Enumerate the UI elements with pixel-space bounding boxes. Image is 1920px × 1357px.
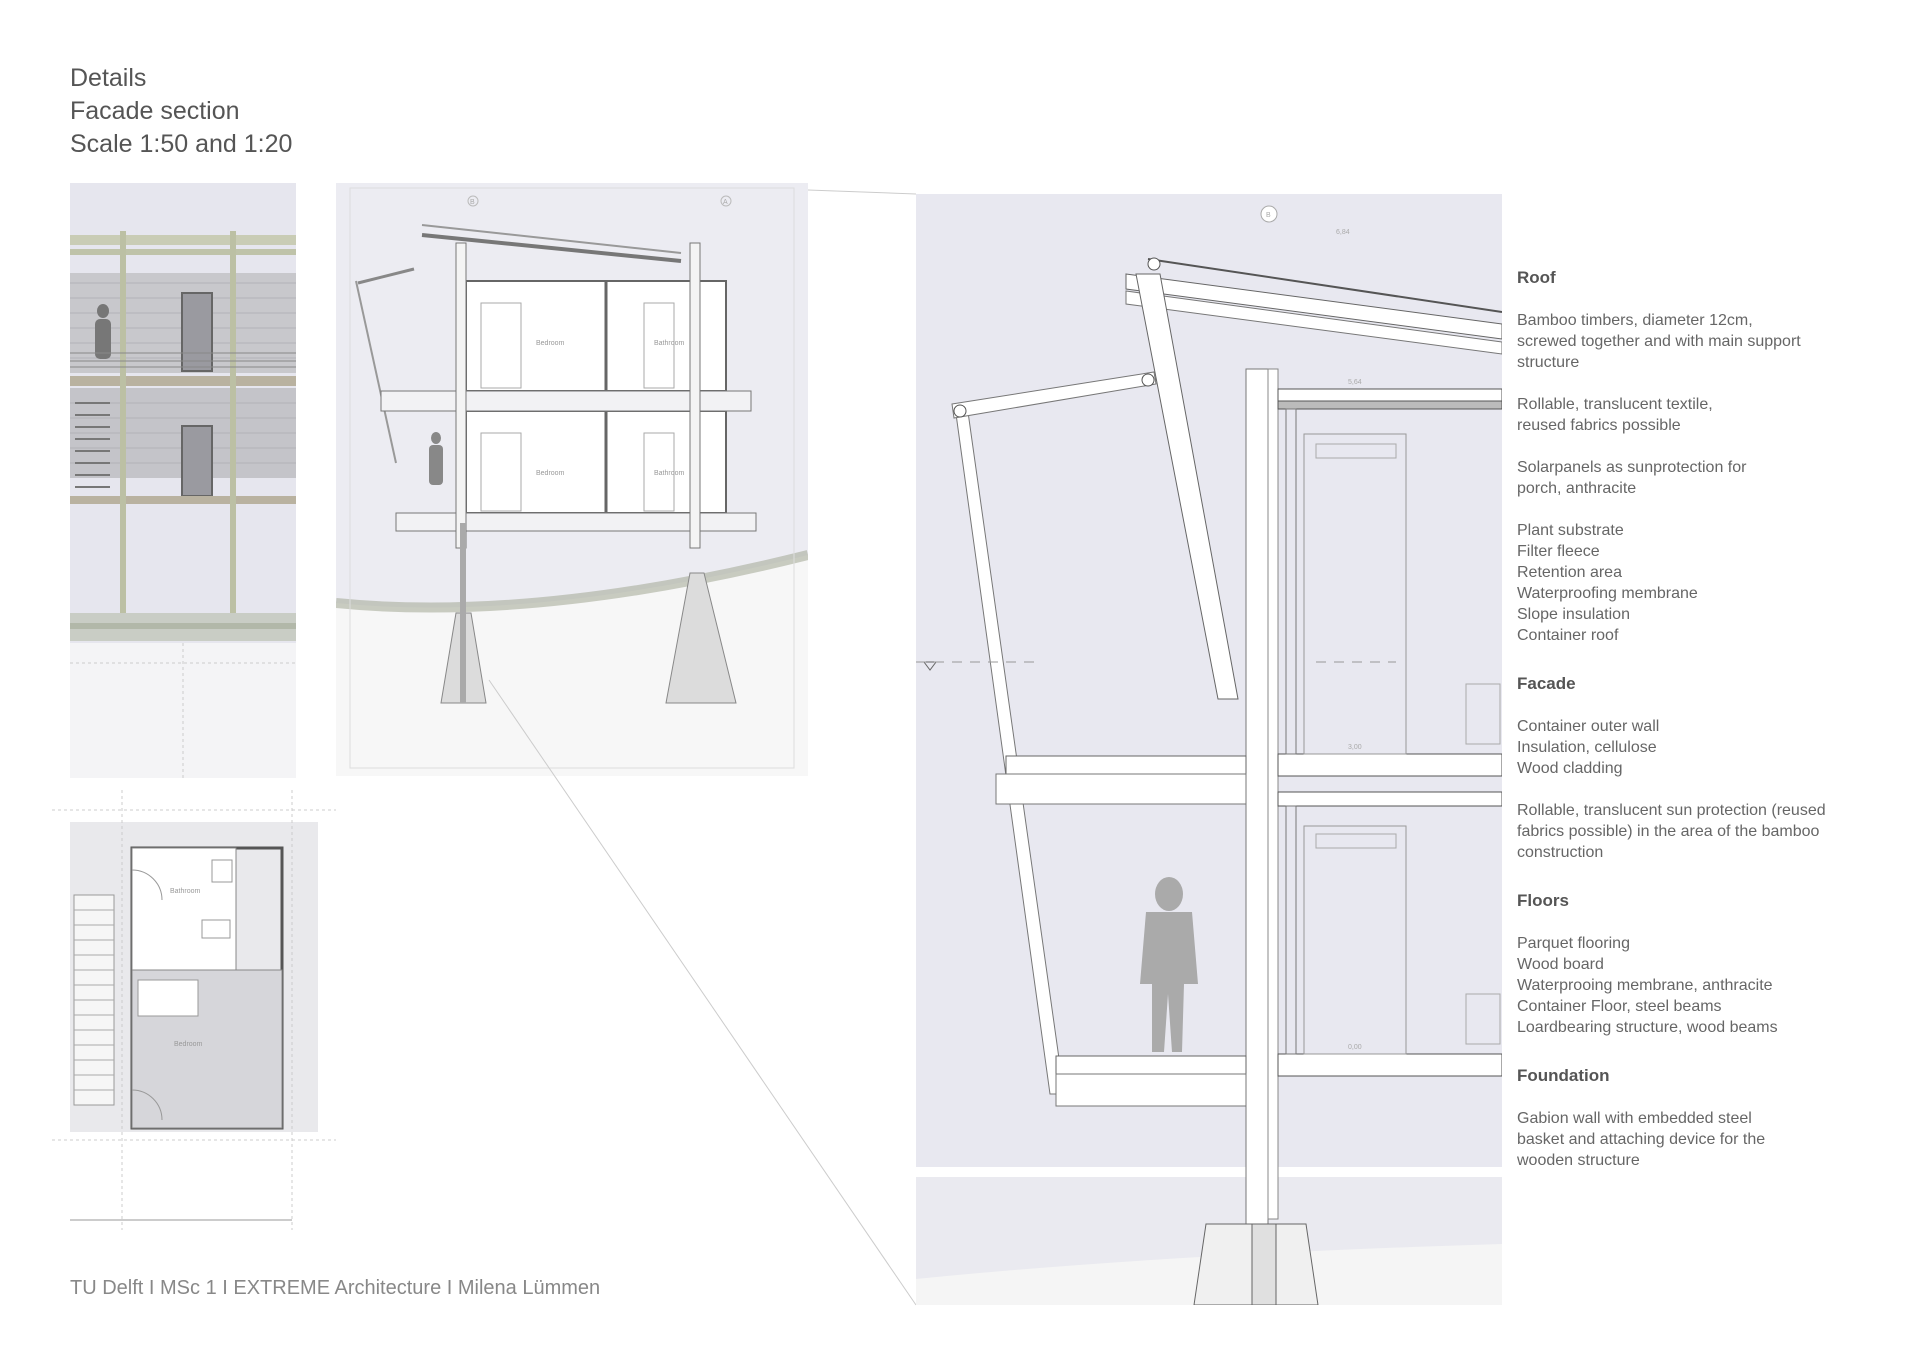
legend-item bbox=[1517, 457, 1897, 499]
section-room-label: Bathroom bbox=[654, 470, 685, 477]
legend-text: Container Floor, steel beams bbox=[1517, 998, 1722, 1015]
sheet-title: Details bbox=[70, 64, 147, 92]
legend-text: Container outer wall bbox=[1517, 718, 1660, 735]
legend-text: Rollable, translucent textile, bbox=[1517, 396, 1713, 413]
legend-text: Plant substrate bbox=[1517, 522, 1624, 539]
legend-text: porch, anthracite bbox=[1517, 480, 1637, 497]
legend-text: Slope insulation bbox=[1517, 606, 1630, 623]
legend-heading-foundation: Foundation bbox=[1517, 1066, 1610, 1085]
legend-text: reused fabrics possible bbox=[1517, 417, 1681, 434]
section-room-label: Bedroom bbox=[536, 470, 565, 477]
facade-detail-1-20 bbox=[916, 194, 1502, 1305]
legend-item bbox=[1517, 520, 1897, 646]
legend-text: construction bbox=[1517, 844, 1604, 861]
level-label: 6,84 bbox=[1336, 229, 1350, 236]
plan-room-label: Bathroom bbox=[170, 888, 201, 895]
legend-heading-floors: Floors bbox=[1517, 891, 1569, 910]
legend-text: Gabion wall with embedded steel bbox=[1517, 1110, 1752, 1127]
sheet-subtitle: Facade section bbox=[70, 97, 240, 125]
legend-text: Insulation, cellulose bbox=[1517, 739, 1657, 756]
legend-text: Bamboo timbers, diameter 12cm, bbox=[1517, 312, 1753, 329]
legend-text: structure bbox=[1517, 354, 1580, 371]
legend-item bbox=[1517, 310, 1897, 373]
level-label: 5,64 bbox=[1348, 379, 1362, 386]
legend-text: Solarpanels as sunprotection for bbox=[1517, 459, 1747, 476]
legend-heading-roof: Roof bbox=[1517, 268, 1556, 287]
legend-text: Waterprooing membrane, anthracite bbox=[1517, 977, 1773, 994]
grid-axis-label: A bbox=[723, 199, 728, 206]
legend-text: Waterproofing membrane bbox=[1517, 585, 1698, 602]
legend-text: Parquet flooring bbox=[1517, 935, 1630, 952]
legend-group-roof bbox=[1517, 268, 1897, 646]
legend-text: Loardbearing structure, wood beams bbox=[1517, 1019, 1778, 1036]
legend-item bbox=[1517, 394, 1897, 436]
legend-item bbox=[1517, 933, 1897, 1038]
legend-text: fabrics possible) in the area of the bamboo bbox=[1517, 823, 1820, 840]
grid-axis-label: B bbox=[1266, 212, 1271, 219]
materials-legend bbox=[1517, 268, 1897, 1199]
legend-item bbox=[1517, 800, 1897, 863]
legend-group-facade bbox=[1517, 674, 1897, 863]
legend-group-floors bbox=[1517, 891, 1897, 1038]
legend-group-foundation bbox=[1517, 1066, 1897, 1171]
sheet-scale: Scale 1:50 and 1:20 bbox=[70, 130, 293, 158]
detail-svg bbox=[916, 194, 1502, 1305]
level-label: 0,00 bbox=[1348, 1044, 1362, 1051]
legend-text: Filter fleece bbox=[1517, 543, 1600, 560]
plan-room-label: Bedroom bbox=[174, 1041, 203, 1048]
legend-text: wooden structure bbox=[1517, 1152, 1640, 1169]
section-room-label: Bedroom bbox=[536, 340, 565, 347]
legend-text: basket and attaching device for the bbox=[1517, 1131, 1766, 1148]
legend-text: Container roof bbox=[1517, 627, 1619, 644]
legend-item bbox=[1517, 716, 1897, 779]
grid-axis-label: B bbox=[470, 199, 475, 206]
footer-credit: TU Delft I MSc 1 I EXTREME Architecture I Milena Lümmen bbox=[70, 1277, 601, 1299]
level-label: 3,00 bbox=[1348, 744, 1362, 751]
legend-text: screwed together and with main support bbox=[1517, 333, 1801, 350]
legend-text: Retention area bbox=[1517, 564, 1622, 581]
legend-heading-facade: Facade bbox=[1517, 674, 1576, 693]
section-room-label: Bathroom bbox=[654, 340, 685, 347]
legend-text: Wood cladding bbox=[1517, 760, 1623, 777]
legend-text: Wood board bbox=[1517, 956, 1604, 973]
legend-text: Rollable, translucent sun protection (reused bbox=[1517, 802, 1826, 819]
legend-item bbox=[1517, 1108, 1897, 1171]
